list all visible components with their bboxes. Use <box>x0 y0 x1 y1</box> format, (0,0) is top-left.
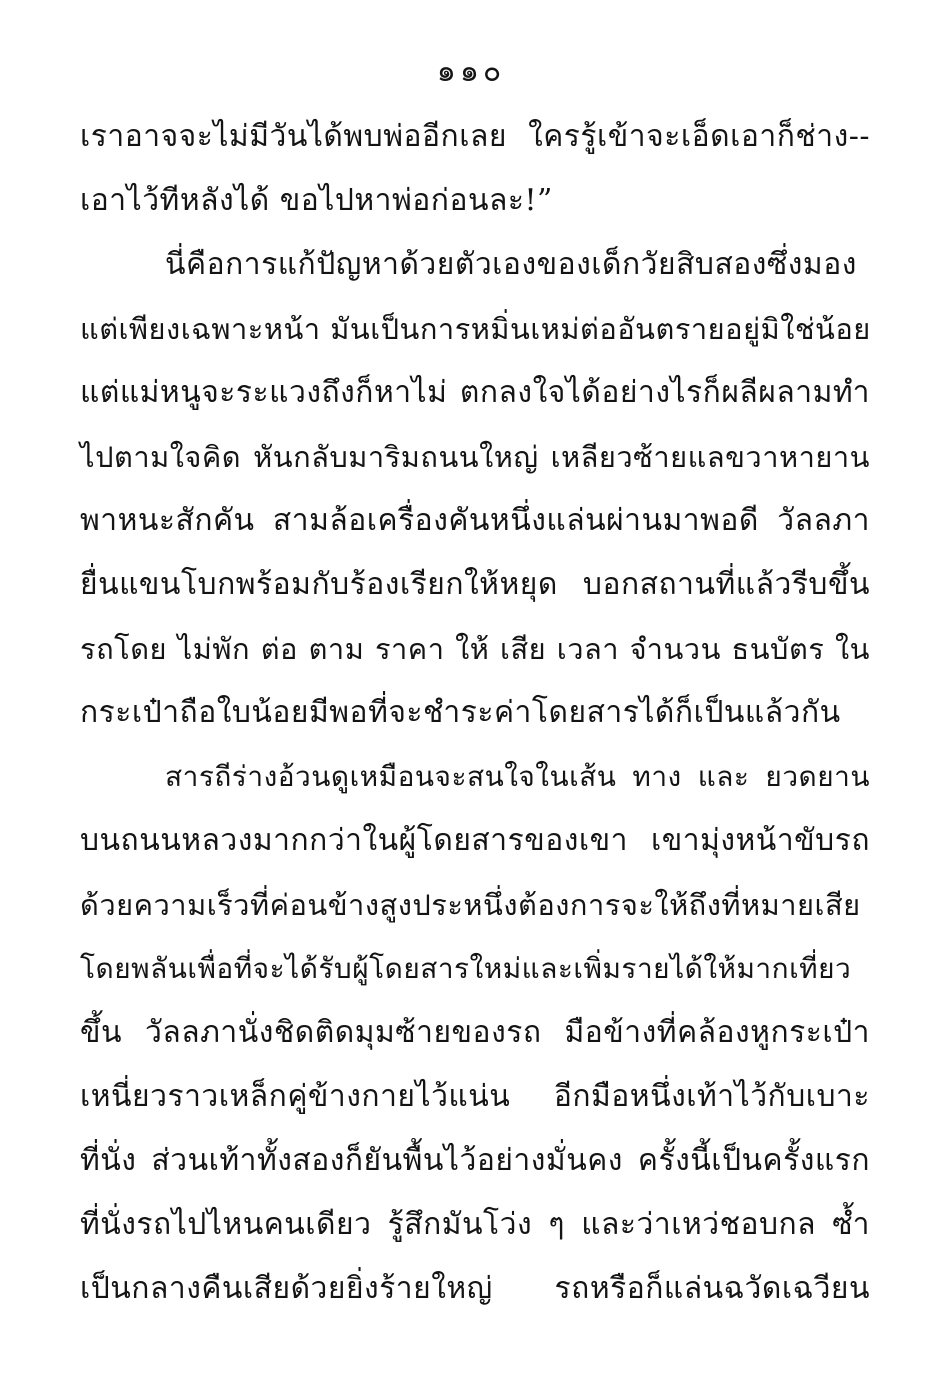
text-line-9: รถโดย ไม่พัก ต่อ ตาม ราคา ให้ เสีย เวลา จำนวน ธนบัตร ใน <box>80 632 870 666</box>
text-line-16: เหนี่ยวราวเหล็กคู่ข้างกายไว้แน่น อีกมือหนึ่งเท้าไว้กับเบาะ <box>80 1079 870 1114</box>
text-line-14: โดยพลันเพื่อที่จะได้รับผู้โดยสารใหม่และเพิ่มรายได้ให้มากเที่ยว <box>80 952 852 985</box>
text-line-5: แต่แม่หนูจะระแวงถึงก็หาไม่ ตกลงใจได้อย่างไรก็ผลีผลามทำ <box>80 375 870 410</box>
text-line-12: บนถนนหลวงมากกว่าในผู้โดยสารของเขา เขามุ่งหน้าขับรถ <box>80 823 870 858</box>
text-line-7: พาหนะสักคัน สามล้อเครื่องคันหนึ่งแล่นผ่านมาพอดี วัลลภา <box>80 503 870 538</box>
page-number: ๑๑๐ <box>436 54 506 89</box>
text-line-11: สารถีร่างอ้วนดูเหมือนจะสนใจในเส้น ทาง และ ยวดยาน <box>165 760 870 793</box>
text-line-8: ยื่นแขนโบกพร้อมกับร้องเรียกให้หยุด บอกสถานที่แล้วรีบขึ้น <box>80 567 870 602</box>
body-text <box>80 105 870 1321</box>
text-line-17: ที่นั่ง ส่วนเท้าทั้งสองก็ยันพื้นไว้อย่างมั่นคง ครั้งนี้เป็นครั้งแรก <box>80 1143 870 1178</box>
text-line-2: เอาไว้ทีหลังได้ ขอไปหาพ่อก่อนละ!” <box>80 183 553 218</box>
text-line-1: เราอาจจะไม่มีวันได้พบพ่ออีกเลย ใครรู้เข้าจะเอ็ดเอาก็ช่าง-- <box>80 119 870 154</box>
text-line-19: เป็นกลางคืนเสียด้วยยิ่งร้ายใหญ่ รถหรือก็แล่นฉวัดเฉวียน <box>80 1271 870 1306</box>
text-line-3: นี่คือการแก้ปัญหาด้วยตัวเองของเด็กวัยสิบสองซึ่งมอง <box>165 247 857 282</box>
text-line-13: ด้วยความเร็วที่ค่อนข้างสูงประหนึ่งต้องการจะให้ถึงที่หมายเสีย <box>80 888 861 922</box>
text-line-18: ที่นั่งรถไปไหนคนเดียว รู้สึกมันโว่ง ๆ และว่าเหว่ชอบกล ซ้ำ <box>80 1207 870 1242</box>
text-line-15: ขึ้น วัลลภานั่งชิดติดมุมซ้ายของรถ มือข้างที่คล้องหูกระเป๋า <box>80 1015 870 1050</box>
text-line-4: แต่เพียงเฉพาะหน้า มันเป็นการหมิ่นเหม่ต่ออันตรายอยู่มิใช่น้อย <box>80 312 871 346</box>
text-line-6: ไปตามใจคิด หันกลับมาริมถนนใหญ่ เหลียวซ้ายแลขวาหายาน <box>80 440 870 474</box>
text-line-10: กระเป๋าถือใบน้อยมีพอที่จะชำระค่าโดยสารได้ก็เป็นแล้วกัน <box>80 695 841 730</box>
